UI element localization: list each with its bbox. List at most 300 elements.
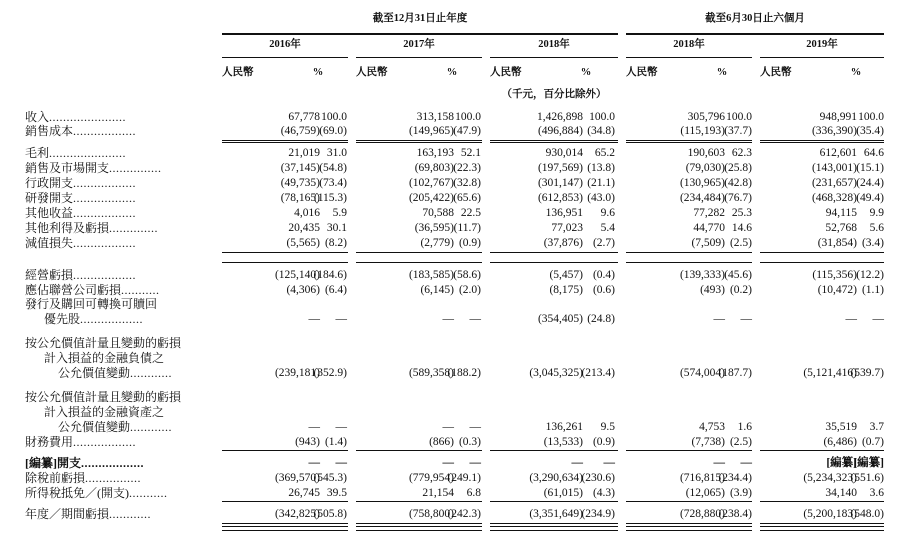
row-label: [25, 268, 136, 282]
amount-cell: 44,770: [693, 222, 725, 234]
subtotal-rule: [760, 450, 884, 451]
leader-dots: ..................: [73, 268, 137, 282]
amount-cell: 77,282: [693, 207, 725, 219]
subtotal-rule: [760, 526, 884, 527]
amount-cell: (125,140): [274, 269, 320, 281]
percent-cell: (230.6): [581, 472, 615, 484]
amount-cell: 94,115: [825, 207, 857, 219]
percent-cell: (47.9): [453, 125, 481, 137]
percent-cell: 100.0: [589, 111, 615, 123]
subtotal-rule: [490, 262, 618, 263]
percent-cell: (0.2): [729, 284, 752, 296]
percent-cell: (11.7): [453, 222, 481, 234]
percent-cell: (0.7): [861, 436, 884, 448]
subtotal-rule: [222, 252, 348, 253]
percent-cell: (0.9): [458, 237, 481, 249]
percent-cell: 9.6: [600, 207, 615, 219]
subtotal-rule: [490, 501, 618, 502]
amount-cell: (716,815): [679, 472, 725, 484]
amount-cell: 70,588: [422, 207, 454, 219]
percent-cell: (34.8): [587, 125, 615, 137]
percent-cell: (249.1): [447, 472, 481, 484]
percent-cell: —: [740, 313, 752, 325]
percent-cell: (505.8): [313, 508, 347, 520]
header-group-left: 截至12月31日止年度: [372, 13, 468, 24]
amount-cell: (6,145): [420, 284, 454, 296]
amount-cell: (115,356): [812, 269, 857, 281]
row-label: [25, 283, 160, 297]
percent-cell: 3.7: [869, 421, 884, 433]
amount-cell: —: [713, 313, 725, 325]
percent-cell: —: [335, 457, 347, 469]
row-label: [25, 146, 126, 160]
leader-dots: ............: [109, 507, 152, 521]
amount-cell: 21,019: [288, 147, 320, 159]
percent-cell: (184.6): [313, 269, 347, 281]
percent-cell: (4.3): [592, 487, 615, 499]
period-rule-2017: [356, 57, 482, 58]
percent-cell: 100.0: [455, 111, 481, 123]
percent-cell: (24.4): [856, 177, 884, 189]
subtotal-rule: [626, 526, 752, 527]
row-label: [25, 191, 136, 205]
percent-cell: (115.3): [313, 192, 347, 204]
amount-cell: (5,457): [549, 269, 583, 281]
row-label-text: 除稅前虧損: [25, 471, 86, 485]
amount-cell: 930,014: [545, 147, 583, 159]
row-label: [25, 206, 136, 220]
percent-cell: (25.8): [724, 162, 752, 174]
percent-cell: —: [603, 457, 615, 469]
percent-cell: 31.0: [326, 147, 347, 159]
amount-cell: 77,023: [551, 222, 583, 234]
subtotal-rule: [356, 501, 482, 502]
leader-dots: ..................: [73, 176, 137, 190]
percent-cell: (22.3): [453, 162, 481, 174]
amount-cell: (5,200,183): [803, 508, 857, 520]
percent-cell: (0.3): [458, 436, 481, 448]
subtotal-rule: [760, 501, 884, 502]
leader-dots: ..................: [73, 191, 137, 205]
leader-dots: ...........: [121, 283, 160, 297]
amount-cell: (10,472): [817, 284, 857, 296]
amount-cell: 948,991: [819, 111, 857, 123]
percent-cell: (3.9): [729, 487, 752, 499]
amount-cell: (5,234,323): [803, 472, 857, 484]
percent-cell: 52.1: [460, 147, 481, 159]
amount-cell: (205,422): [408, 192, 454, 204]
subtotal-rule: [490, 142, 618, 143]
amount-cell: (8,175): [549, 284, 583, 296]
percent-subheader: %: [312, 67, 324, 78]
amount-cell: (493): [700, 284, 725, 296]
percent-cell: (35.4): [856, 125, 884, 137]
leader-dots: ......................: [49, 110, 127, 124]
leader-dots: ......................: [49, 146, 127, 160]
percent-cell: (1.1): [861, 284, 884, 296]
period-rule-2018: [490, 57, 618, 58]
amount-cell: —: [442, 421, 454, 433]
percent-cell: (213.4): [581, 367, 615, 379]
percent-cell: (234.4): [718, 472, 752, 484]
amount-cell: (468,328): [811, 192, 857, 204]
percent-subheader: %: [580, 67, 592, 78]
percent-cell: 9.5: [600, 421, 615, 433]
amount-cell: 190,603: [687, 147, 725, 159]
subtotal-rule: [222, 523, 348, 524]
subtotal-rule: [626, 501, 752, 502]
subtotal-rule: [356, 140, 482, 141]
percent-cell: 65.2: [594, 147, 615, 159]
percent-cell: (234.9): [581, 508, 615, 520]
amount-cell: 1,426,898: [537, 111, 583, 123]
subtotal-rule: [626, 140, 752, 141]
percent-cell: —: [740, 457, 752, 469]
amount-cell: —: [308, 457, 320, 469]
leader-dots: ................: [85, 471, 142, 485]
percent-cell: 62.3: [731, 147, 752, 159]
subtotal-rule: [356, 252, 482, 253]
percent-cell: 64.6: [863, 147, 884, 159]
subtotal-rule: [222, 262, 348, 263]
row-label: [25, 435, 136, 449]
percent-cell: 1.6: [737, 421, 752, 433]
percent-cell: (2.5): [729, 237, 752, 249]
currency-subheader: 人民幣: [626, 67, 658, 78]
percent-cell: 39.5: [326, 487, 347, 499]
amount-cell: 612,601: [819, 147, 857, 159]
amount-cell: (943): [295, 436, 320, 448]
amount-cell: (69,803): [414, 162, 454, 174]
row-label: [58, 420, 172, 434]
row-label-text: 其他利得及虧損: [25, 221, 110, 235]
amount-cell: (115,193): [680, 125, 725, 137]
subtotal-rule: [490, 526, 618, 527]
subtotal-rule: [356, 262, 482, 263]
percent-cell: (2.5): [729, 436, 752, 448]
header-group-left-rule: [222, 33, 618, 35]
row-label-text: 計入損益的金融負債之: [44, 351, 165, 365]
currency-subheader: 人民幣: [490, 67, 522, 78]
amount-cell: 67,778: [288, 111, 320, 123]
amount-cell: (13,533): [543, 436, 583, 448]
percent-cell: (21.1): [587, 177, 615, 189]
amount-cell: (589,358): [408, 367, 454, 379]
row-label-text: 其他收益: [25, 206, 74, 220]
row-label-text: 財務費用: [25, 435, 74, 449]
amount-cell: (3,290,634): [529, 472, 583, 484]
percent-cell: 14.6: [731, 222, 752, 234]
leader-dots: ............: [130, 366, 173, 380]
row-label-text: 優先股: [44, 312, 81, 326]
row-label-text: 計入損益的金融資產之: [44, 405, 165, 419]
subtotal-rule: [760, 252, 884, 253]
leader-dots: ...........: [129, 486, 168, 500]
row-label-text: 按公允價值計量且變動的虧損: [25, 336, 182, 350]
amount-cell: (31,854): [817, 237, 857, 249]
amount-cell: (2,779): [420, 237, 454, 249]
percent-cell: (0.6): [592, 284, 615, 296]
percent-cell: 5.6: [869, 222, 884, 234]
amount-cell: (5,121,416): [803, 367, 857, 379]
amount-cell: (6,486): [823, 436, 857, 448]
subtotal-rule: [760, 142, 884, 143]
row-label-text: 按公允價值計量且變動的虧損: [25, 390, 182, 404]
row-label-text: 發行及購回可轉換可贖回: [25, 297, 158, 311]
amount-cell: (7,738): [691, 436, 725, 448]
percent-cell: —: [469, 457, 481, 469]
percent-cell: (2.7): [592, 237, 615, 249]
percent-cell: (6.4): [324, 284, 347, 296]
row-label-text: 年度／期間虧損: [25, 507, 110, 521]
amount-cell: —: [713, 457, 725, 469]
percent-cell: (545.3): [313, 472, 347, 484]
percent-cell: (13.8): [587, 162, 615, 174]
percent-cell: (12.2): [856, 269, 884, 281]
row-label: [44, 351, 164, 365]
row-label: [25, 297, 157, 311]
percent-cell: 25.3: [731, 207, 752, 219]
period-header-2017: 2017年: [403, 39, 435, 50]
amount-cell: 52,768: [825, 222, 857, 234]
row-label: [58, 366, 172, 380]
leader-dots: ...............: [109, 161, 162, 175]
percent-subheader: %: [446, 67, 458, 78]
leader-dots: ..................: [73, 435, 137, 449]
percent-cell: (539.7): [850, 367, 884, 379]
amount-cell: (758,800): [408, 508, 454, 520]
leader-dots: ..................: [81, 456, 144, 470]
percent-cell: (8.2): [324, 237, 347, 249]
row-label: [25, 161, 162, 175]
subtotal-rule: [626, 450, 752, 451]
row-label: [25, 507, 151, 521]
percent-cell: —: [469, 421, 481, 433]
row-label: [44, 405, 164, 419]
leader-dots: ..................: [73, 124, 137, 138]
subtotal-rule: [490, 450, 618, 451]
amount-cell: 20,435: [288, 222, 320, 234]
percent-cell: 5.9: [332, 207, 347, 219]
percent-cell: 100.0: [858, 111, 884, 123]
percent-cell: —: [872, 313, 884, 325]
amount-cell: (342,825): [274, 508, 320, 520]
amount-cell: 136,951: [545, 207, 583, 219]
percent-cell: (242.3): [447, 508, 481, 520]
percent-cell: (0.9): [592, 436, 615, 448]
amount-cell: —: [442, 313, 454, 325]
amount-cell: (234,484): [679, 192, 725, 204]
subtotal-rule: [760, 523, 884, 524]
percent-cell: (43.0): [587, 192, 615, 204]
row-label-text: 經營虧損: [25, 268, 74, 282]
percent-cell: 6.8: [466, 487, 481, 499]
amount-cell: (231,657): [811, 177, 857, 189]
percent-cell: —: [335, 421, 347, 433]
row-label: [25, 456, 144, 470]
amount-cell: (4,306): [286, 284, 320, 296]
amount-cell: (3,045,325): [529, 367, 583, 379]
amount-cell: (369,570): [274, 472, 320, 484]
amount-cell: —: [442, 457, 454, 469]
percent-cell: (42.8): [724, 177, 752, 189]
subtotal-rule: [760, 530, 884, 531]
amount-cell: 34,140: [825, 487, 857, 499]
period-header-2019-h1: 2019年: [806, 39, 838, 50]
currency-subheader: 人民幣: [760, 67, 792, 78]
subtotal-rule: [222, 530, 348, 531]
amount-cell: (149,965): [408, 125, 454, 137]
percent-cell: (1.4): [324, 436, 347, 448]
subtotal-rule: [356, 523, 482, 524]
amount-cell: (130,965): [679, 177, 725, 189]
amount-cell: (37,145): [280, 162, 320, 174]
row-label-text: 毛利: [25, 146, 50, 160]
row-label: [44, 312, 143, 326]
period-header-2016: 2016年: [269, 39, 301, 50]
subtotal-rule: [222, 142, 348, 143]
subtotal-rule: [490, 523, 618, 524]
subtotal-rule: [222, 450, 348, 451]
subtotal-rule: [356, 450, 482, 451]
percent-cell: (238.4): [718, 508, 752, 520]
amount-cell: (102,767): [408, 177, 454, 189]
percent-cell: (49.4): [856, 192, 884, 204]
percent-subheader: %: [850, 67, 862, 78]
leader-dots: ..............: [109, 221, 159, 235]
row-label: [25, 236, 136, 250]
percent-subheader: %: [716, 67, 728, 78]
subtotal-rule: [626, 252, 752, 253]
amount-cell: (36,595): [414, 222, 454, 234]
percent-cell: (54.8): [319, 162, 347, 174]
percent-cell: 5.4: [600, 222, 615, 234]
period-rule-2019-h1: [760, 57, 884, 58]
subtotal-rule: [626, 530, 752, 531]
row-label: [25, 176, 136, 190]
period-rule-2018-h1: [626, 57, 752, 58]
unit-note: （千元，百分比除外）: [501, 89, 607, 100]
subtotal-rule: [222, 140, 348, 141]
row-label-text: 收入: [25, 110, 50, 124]
period-header-2018: 2018年: [538, 39, 570, 50]
percent-cell: 100.0: [321, 111, 347, 123]
percent-cell: (187.7): [718, 367, 752, 379]
row-label-text: 公允價值變動: [58, 366, 131, 380]
header-group-right-rule: [626, 33, 884, 35]
row-label-text: 減值損失: [25, 236, 74, 250]
amount-cell: 305,796: [687, 111, 725, 123]
subtotal-rule: [626, 142, 752, 143]
subtotal-rule: [222, 526, 348, 527]
amount-cell: (37,876): [543, 237, 583, 249]
amount-cell: (197,569): [537, 162, 583, 174]
row-label: [25, 471, 141, 485]
amount-cell: (779,954): [408, 472, 454, 484]
percent-cell: 30.1: [326, 222, 347, 234]
currency-subheader: 人民幣: [222, 67, 254, 78]
percent-cell: (58.6): [453, 269, 481, 281]
amount-cell: (5,565): [286, 237, 320, 249]
row-label: [25, 221, 158, 235]
row-label-text: 所得稅抵免／(開支): [25, 486, 129, 500]
percent-cell: (32.8): [453, 177, 481, 189]
amount-cell: (143,001): [811, 162, 857, 174]
amount-cell: (49,735): [280, 177, 320, 189]
amount-cell: (728,880): [679, 508, 725, 520]
row-label: [25, 110, 126, 124]
percent-cell: 100.0: [726, 111, 752, 123]
amount-cell: 4,753: [699, 421, 725, 433]
percent-cell: (45.6): [724, 269, 752, 281]
percent-cell: (65.6): [453, 192, 481, 204]
subtotal-rule: [760, 140, 884, 141]
percent-cell: (188.2): [447, 367, 481, 379]
amount-cell: (183,585): [408, 269, 454, 281]
subtotal-rule: [356, 526, 482, 527]
amount-cell: —: [845, 313, 857, 325]
amount-cell: (496,884): [537, 125, 583, 137]
percent-cell: 3.6: [869, 487, 884, 499]
percent-cell: (73.4): [319, 177, 347, 189]
percent-cell: —: [469, 313, 481, 325]
amount-cell: (354,405): [537, 313, 583, 325]
percent-cell: (3.4): [861, 237, 884, 249]
leader-dots: ..................: [73, 236, 137, 250]
percent-cell: (2.0): [458, 284, 481, 296]
row-label-text: 研發開支: [25, 191, 74, 205]
row-label: [25, 390, 181, 404]
percent-cell: (15.1): [856, 162, 884, 174]
leader-dots: ..................: [73, 206, 137, 220]
amount-cell: (336,390): [811, 125, 857, 137]
percent-cell: (548.0): [850, 508, 884, 520]
subtotal-rule: [490, 140, 618, 141]
subtotal-rule: [356, 530, 482, 531]
subtotal-rule: [626, 523, 752, 524]
amount-cell: (12,065): [685, 487, 725, 499]
header-group-right: 截至6月30日止六個月: [705, 13, 805, 24]
amount-cell: 35,519: [825, 421, 857, 433]
percent-cell: (0.4): [592, 269, 615, 281]
subtotal-rule: [490, 252, 618, 253]
row-label-text: [編纂]開支: [25, 456, 81, 470]
percent-cell: 22.5: [460, 207, 481, 219]
amount-cell: (866): [429, 436, 454, 448]
amount-cell: [編纂]: [826, 457, 857, 469]
row-label: [25, 486, 168, 500]
period-header-2018-h1: 2018年: [673, 39, 705, 50]
amount-cell: —: [308, 421, 320, 433]
period-rule-2016: [222, 57, 348, 58]
amount-cell: (3,351,649): [529, 508, 583, 520]
amount-cell: (574,004): [679, 367, 725, 379]
subtotal-rule: [490, 530, 618, 531]
percent-cell: —: [335, 313, 347, 325]
amount-cell: 4,016: [294, 207, 320, 219]
subtotal-rule: [760, 262, 884, 263]
amount-cell: (61,015): [543, 487, 583, 499]
amount-cell: —: [571, 457, 583, 469]
amount-cell: (612,853): [537, 192, 583, 204]
amount-cell: (7,509): [691, 237, 725, 249]
amount-cell: (301,147): [537, 177, 583, 189]
subtotal-rule: [626, 262, 752, 263]
row-label-text: 行政開支: [25, 176, 74, 190]
leader-dots: ..................: [80, 312, 144, 326]
percent-cell: (69.0): [319, 125, 347, 137]
percent-cell: (24.8): [587, 313, 615, 325]
